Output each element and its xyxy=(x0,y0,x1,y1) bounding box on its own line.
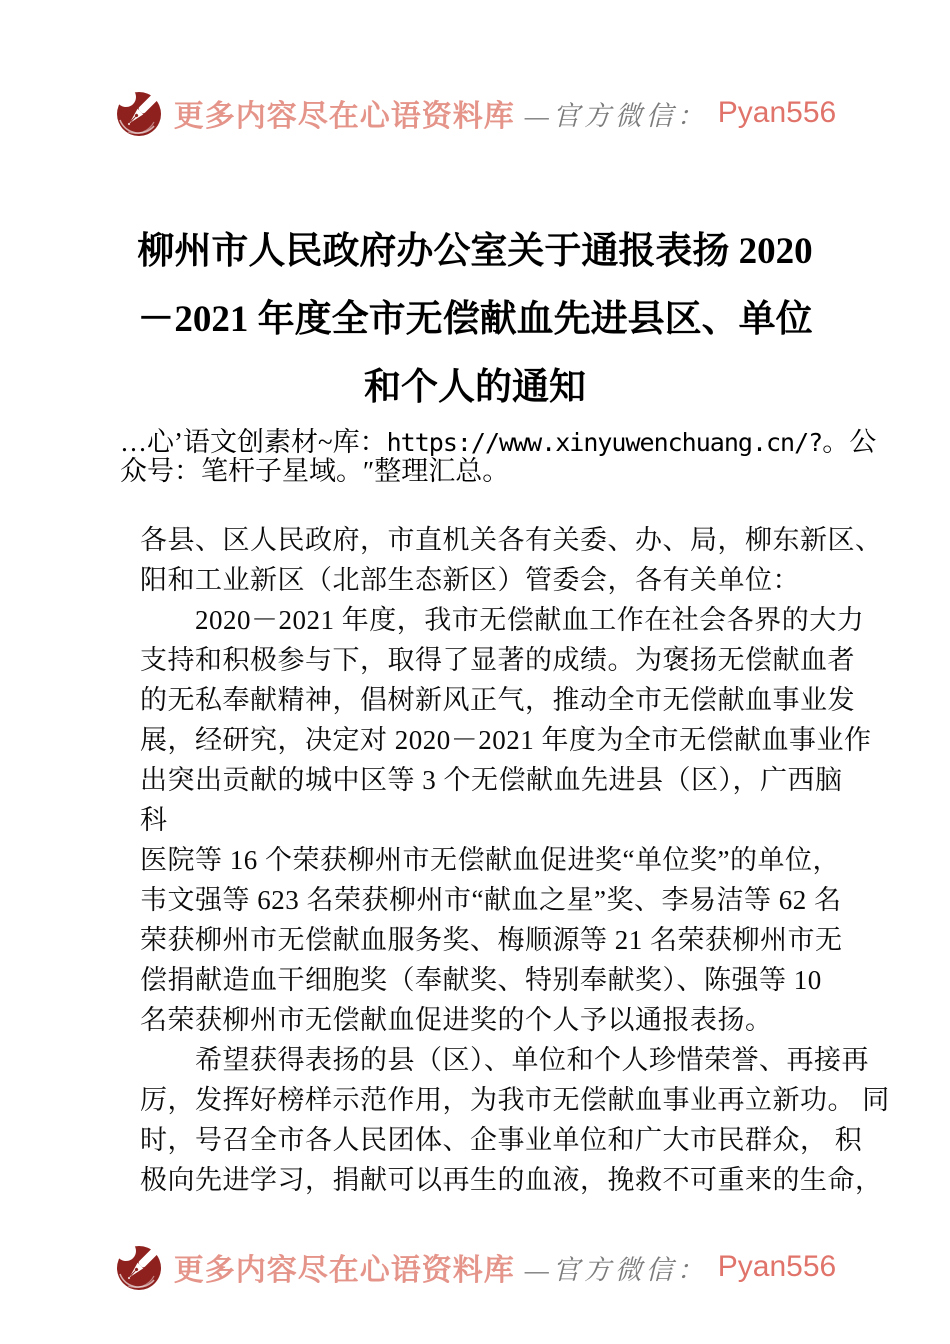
body-line: 2020－2021 年度，我市无偿献血工作在社会各界的大力 xyxy=(140,605,865,635)
body-line: 名荣获柳州市无偿献血促进奖的个人予以通报表扬。 xyxy=(140,1005,773,1035)
watermark-slogan: 更多内容尽在心语资料库 xyxy=(173,100,515,133)
document-title xyxy=(0,218,950,422)
source-prefix: …心’语文创素材~库： xyxy=(120,427,387,457)
body-line: 出突出贡献的城中区等 3 个无偿献血先进县（区），广西脑 xyxy=(140,765,843,795)
body-line: 医院等 16 个荣获柳州市无偿献血促进奖“单位奖”的单位， xyxy=(140,845,840,875)
source-note-line-2: 众号：笔杆子星域。″整理汇总。 xyxy=(120,456,510,486)
header-watermark xyxy=(0,86,950,140)
source-note-line-1 xyxy=(120,427,877,457)
body-line: 展，经研究，决定对 2020－2021 年度为全市无偿献血事业作 xyxy=(140,725,872,755)
body-line: 支持和积极参与下，取得了显著的成绩。为褒扬无偿献血者 xyxy=(140,645,855,675)
pen-circle-logo-icon xyxy=(114,1242,164,1292)
body-line: 各县、区人民政府，市直机关各有关委、办、局，柳东新区、 xyxy=(140,525,883,555)
body-line: 科 xyxy=(140,805,168,835)
title-line-2: －2021 年度全市无偿献血先进县区、单位 xyxy=(137,299,813,340)
official-wechat-label: —官方微信： xyxy=(524,1254,708,1285)
source-suffix: 。公 xyxy=(822,427,877,457)
body-line: 韦文强等 623 名荣获柳州市“献血之星”奖、李易洁等 62 名 xyxy=(140,885,842,915)
body-line: 阳和工业新区（北部生态新区）管委会，各有关单位： xyxy=(140,565,800,595)
body-line: 的无私奉献精神，倡树新风正气，推动全市无偿献血事业发 xyxy=(140,685,855,715)
watermark-slogan: 更多内容尽在心语资料库 xyxy=(173,1254,515,1287)
body-line: 时，号召全市各人民团体、企事业单位和广大市民群众， 积 xyxy=(140,1125,863,1155)
title-line-1: 柳州市人民政府办公室关于通报表扬 2020 xyxy=(137,231,813,272)
body-text xyxy=(140,520,890,1200)
body-line: 希望获得表扬的县（区）、单位和个人珍惜荣誉、再接再 xyxy=(140,1045,869,1075)
wechat-id: Pyan556 xyxy=(717,1250,837,1283)
wechat-id: Pyan556 xyxy=(717,96,837,129)
body-line: 荣获柳州市无偿献血服务奖、梅顺源等 21 名荣获柳州市无 xyxy=(140,925,843,955)
source-url: https://www.xinyuwenchuang.cn/? xyxy=(386,428,823,457)
title-line-3: 和个人的通知 xyxy=(364,367,586,408)
body-line: 偿捐献造血干细胞奖（奉献奖、特别奉献奖）、陈强等 10 xyxy=(140,965,822,995)
footer-watermark xyxy=(0,1240,950,1294)
source-note xyxy=(120,427,877,486)
body-line: 极向先进学习，捐献可以再生的血液，挽救不可重来的生命， xyxy=(140,1165,883,1195)
pen-circle-logo-icon xyxy=(114,88,164,138)
official-wechat-label: —官方微信： xyxy=(524,100,708,131)
body-line: 厉，发挥好榜样示范作用，为我市无偿献血事业再立新功。 同 xyxy=(140,1085,890,1115)
